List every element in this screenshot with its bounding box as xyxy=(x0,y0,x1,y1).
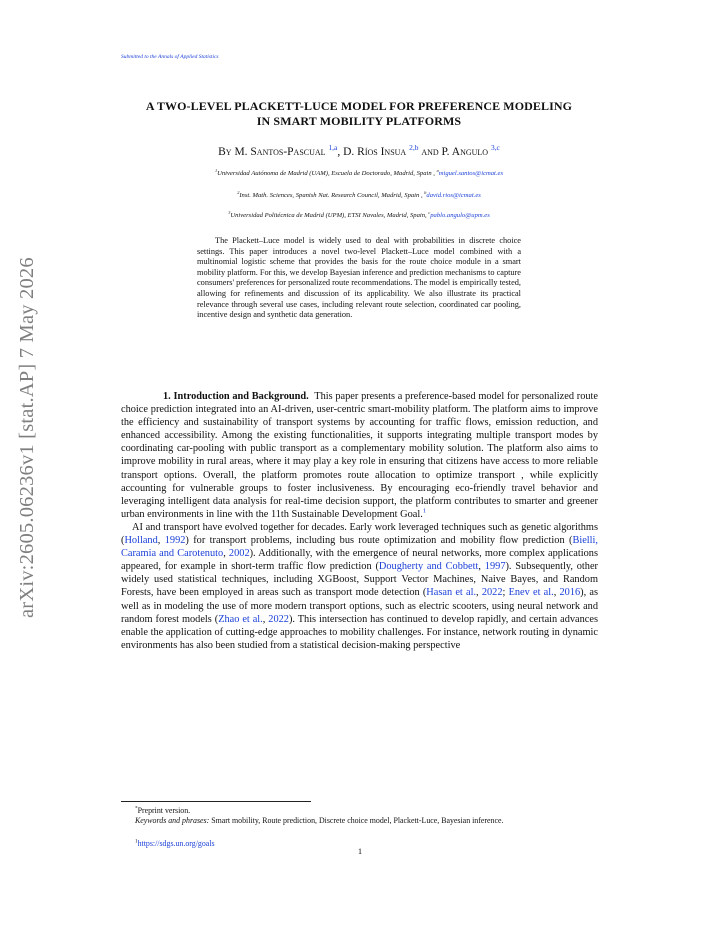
text-run: , xyxy=(157,535,165,547)
citation-enev[interactable]: Enev et al. xyxy=(508,587,554,599)
affiliation-1-num: 1 xyxy=(214,167,218,173)
citation-enev-year[interactable]: 2016 xyxy=(559,587,581,599)
affiliation-3-text: Universidad Politécnica de Madrid (UPM), ETSI Navales, Madrid, Spain, xyxy=(230,212,429,219)
affiliation-2 xyxy=(110,189,608,199)
author-3-mark[interactable]: 3,c xyxy=(490,143,500,153)
submitted-note[interactable]: Submitted to the Annals of Applied Statistics xyxy=(121,54,219,60)
affiliation-3 xyxy=(110,209,608,219)
affiliation-1-email[interactable]: miguel.santos@icmat.es xyxy=(438,170,504,177)
text-run: ; xyxy=(502,587,509,599)
affiliation-1-letter: a xyxy=(436,167,439,173)
keywords-text: Smart mobility, Route prediction, Discrete choice model, Plackett-Luce, Bayesian inference. xyxy=(209,816,504,825)
author-1-mark[interactable]: 1,a xyxy=(328,143,338,153)
footnote-divider xyxy=(121,801,311,802)
affiliation-3-num: 3 xyxy=(228,209,231,215)
affiliation-3-email[interactable]: pablo.angulo@upm.es xyxy=(430,212,490,219)
text-run: ), as well as in modeling the use of more modern transport options, such as electric scooters, using neural network and random forest models ( xyxy=(121,587,599,625)
footnote-ref-1[interactable]: 1 xyxy=(422,507,427,515)
section-introduction xyxy=(121,390,598,652)
citation-hasan-year[interactable]: 2022 xyxy=(481,587,503,599)
keywords-label: Keywords and phrases: xyxy=(135,816,210,825)
citation-zhao-year[interactable]: 2022 xyxy=(268,613,289,625)
text-run: ). Subsequently, other widely used statistical techniques, including XGBoost, Support Vector Machines, Naive Bayes, and Random Forests, have been employed in areas such as transport mode detection ( xyxy=(121,561,599,599)
paper-title xyxy=(110,99,608,129)
text-run: , xyxy=(553,587,560,599)
citation-dougherty-year[interactable]: 1997 xyxy=(484,561,506,573)
citation-hasan[interactable]: Hasan et al. xyxy=(426,587,477,599)
footnote-1-num: 1 xyxy=(135,838,138,845)
title-line-2: IN SMART MOBILITY PLATFORMS xyxy=(256,114,462,128)
affiliation-1 xyxy=(110,167,608,177)
affiliation-2-num: 2 xyxy=(237,189,240,195)
citation-zhao[interactable]: Zhao et al. xyxy=(218,613,263,625)
author-sep: , xyxy=(337,146,344,158)
text-run: , xyxy=(476,587,482,599)
affiliation-2-text: Inst. Math. Sciences, Spanish Nat. Research Council, Madrid, Spain , xyxy=(239,192,425,199)
title-line-1: A TWO-LEVEL PLACKETT-LUCE MODEL FOR PREFERENCE MODELING xyxy=(145,99,573,113)
text-run: ) for transport problems, including bus route optimization and mobility flow prediction ( xyxy=(185,535,573,547)
paragraph-1 xyxy=(121,390,598,521)
citation-holland[interactable]: Holland xyxy=(124,535,158,547)
text-run: AI and transport have evolved together for decades. Early work leveraged techniques such as genetic algorithms ( xyxy=(121,521,598,547)
affiliation-1-text: Universidad Autónoma de Madrid (UAM), Escuela de Doctorado, Madrid, Spain , xyxy=(217,170,437,177)
text-run: ). This intersection has continued to develop rapidly, and certain advances enable the application of cutting-edge approaches to mobility challenges. For instance, network routing in dynamic environments has also been studied from a statistical decision-making perspective xyxy=(121,613,599,651)
footnote-1-link[interactable]: https://sdgs.un.org/goals xyxy=(137,839,215,848)
preprint-text: Preprint version. xyxy=(137,806,191,815)
author-2-mark[interactable]: 2,b xyxy=(409,143,419,153)
footnote-preprint xyxy=(121,806,598,816)
affiliation-2-letter: b xyxy=(424,189,427,195)
citation-dougherty[interactable]: Dougherty and Cobbett xyxy=(378,561,479,573)
author-line xyxy=(110,143,608,158)
paragraph-1-text: This paper presents a preference-based model for personalized route choice prediction integrated into an AI-driven, user-centric smart-mobility platform. The platform aims to improve the efficiency and sustainability of transport systems by accounting for traffic flows, emission reduction, and enhanced accessibility. Among the existing functionalities, it supports integrating multiple transport modes by coordinating car-pooling with public transport as a complementary mobility solution. The platform also aims to improve mobility in rural areas, where it may play a key role in ensuring that citizens have access to more reliable transport options. Overall, the platform promotes route allocation to optimize transport , while explicitly accounting for vulnerable groups to foster inclusiveness. By encouraging eco-friendly travel behavior and leveraging intelligent data analysis for real-time decision support, the platform contributes to smarter and greener urban environments in line with the 11th Sustainable Development Goal. xyxy=(121,391,599,520)
footnote-keywords xyxy=(121,816,598,826)
affiliation-2-email[interactable]: david.rios@icmat.es xyxy=(426,192,481,199)
author-3: P. Angulo xyxy=(441,146,489,158)
text-run: , xyxy=(223,548,229,560)
citation-holland-year[interactable]: 1992 xyxy=(164,535,186,547)
text-run: ). Additionally, with the emergence of neural networks, more complex applications appeared, for example in short-term traffic flow prediction ( xyxy=(121,548,598,573)
author-1: M. Santos-Pascual xyxy=(234,146,326,158)
page-number: 1 xyxy=(357,846,363,856)
citation-bielli[interactable]: Bielli, Caramia and Carotenuto xyxy=(121,535,599,560)
preprint-mark: * xyxy=(135,805,138,812)
citation-bielli-year[interactable]: 2002 xyxy=(228,548,250,560)
author-2: D. Ríos Insua xyxy=(343,146,407,158)
text-run: , xyxy=(478,561,485,573)
and-label: and xyxy=(421,146,439,158)
abstract-text: The Plackett–Luce model is widely used to deal with probabilities in discrete choice settings. This paper introduces a novel two-level Plackett–Luce model combined with a multinomial logistic scheme that provides the basis for the route choice module in a smart mobility platform. For this, we develop Bayesian inference and prediction mechanisms to capture consumers' preferences for personalized route recommendations. The model is empirically tested, allowing for refinements and discussion of its applicability. We also illustrate its practical relevance through several use cases, including relevant route selection, coordinated car pooling, incentive design and synthetic data generation. xyxy=(197,236,521,320)
by-label: By xyxy=(218,146,232,158)
paragraph-2 xyxy=(121,521,598,652)
affiliation-3-letter: c xyxy=(428,209,431,215)
arxiv-identifier: arXiv:2605.06236v1 [stat.AP] 7 May 2026 xyxy=(16,257,38,618)
text-run: , xyxy=(262,613,269,625)
section-heading: 1. Introduction and Background. xyxy=(163,391,309,402)
abstract xyxy=(197,236,521,321)
